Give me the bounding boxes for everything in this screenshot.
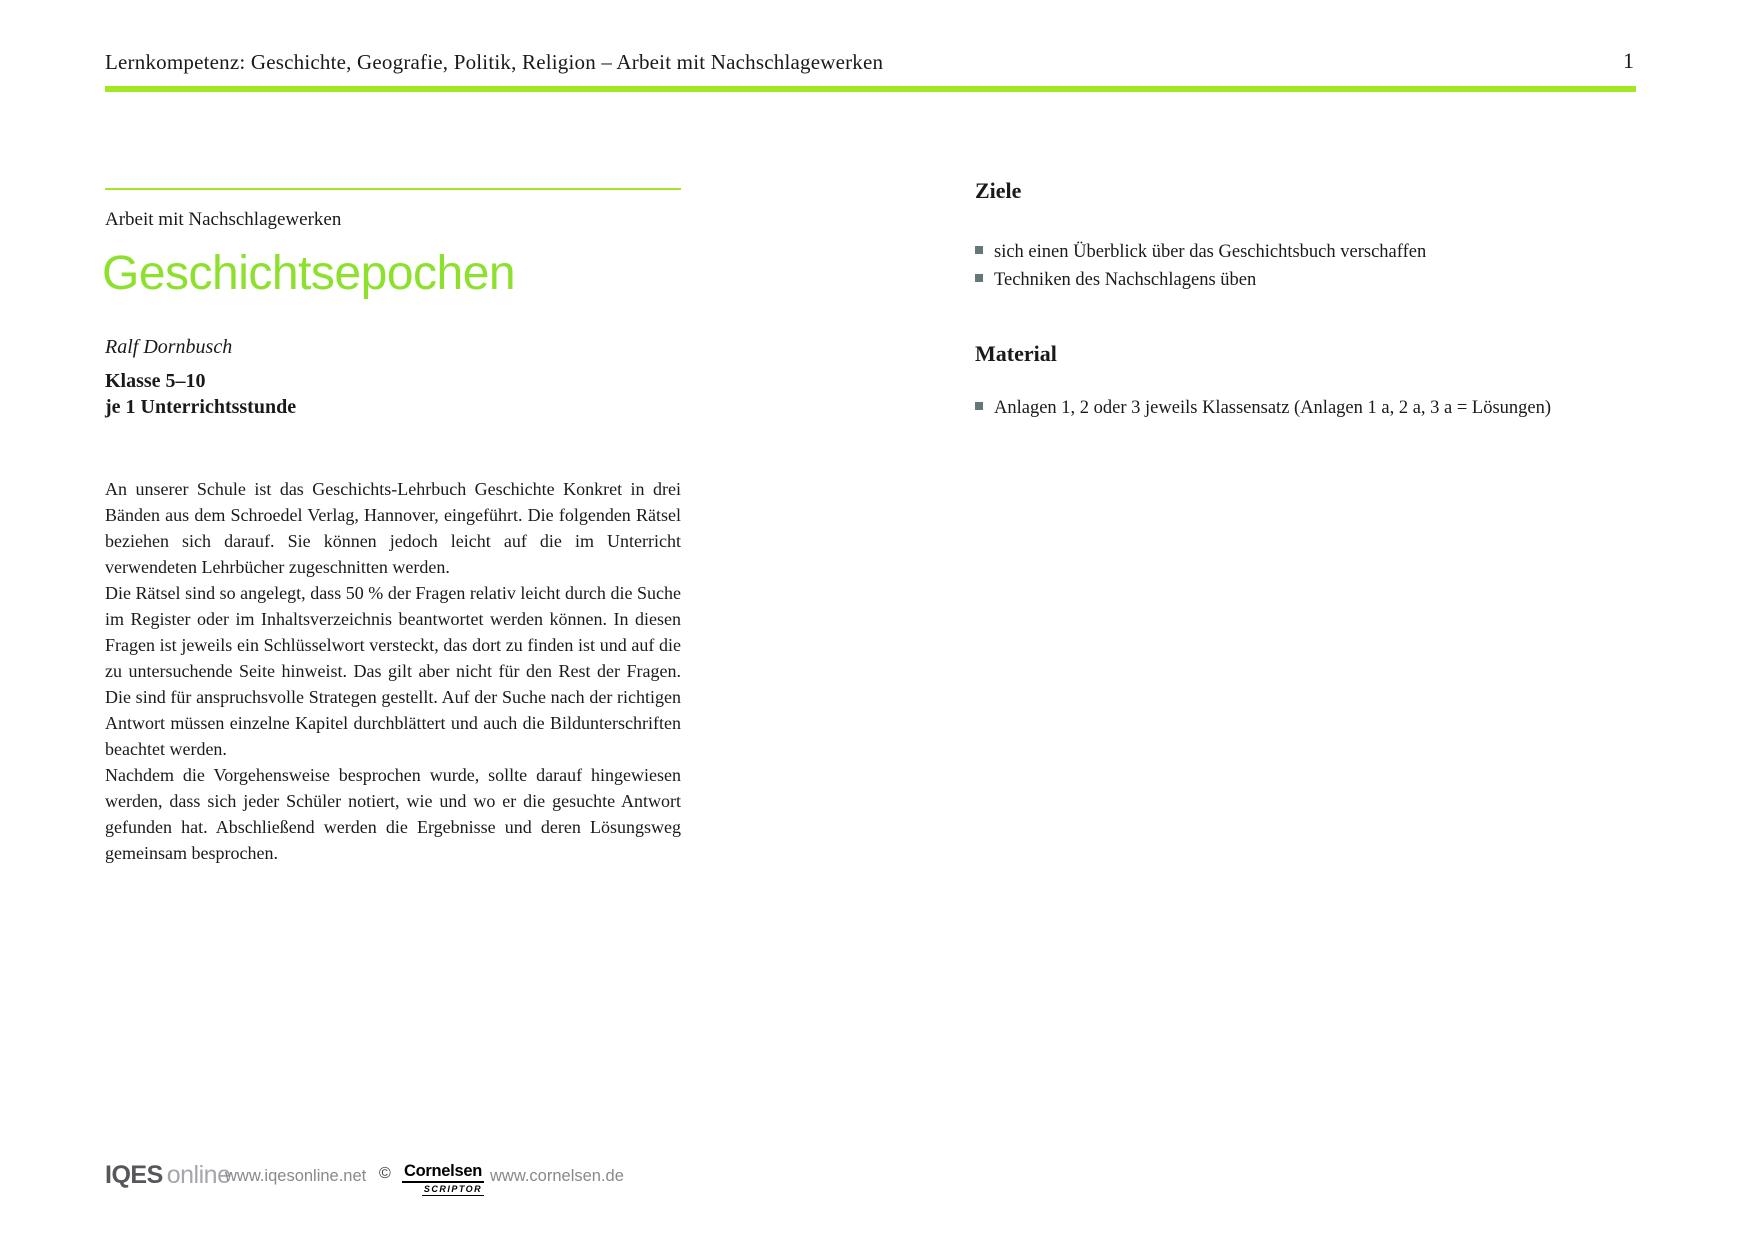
header-rule <box>105 86 1636 92</box>
page-header-title: Lernkompetenz: Geschichte, Geografie, Politik, Religion – Arbeit mit Nachschlagewerken <box>105 50 884 74</box>
cornelsen-logo-text: Cornelsen <box>402 1162 484 1183</box>
goals-item-text: sich einen Überblick über das Geschichtsbuch verschaffen <box>994 242 1427 262</box>
cornelsen-logo <box>402 1162 484 1196</box>
iqes-logo <box>105 1161 230 1190</box>
cornelsen-scriptor-text: SCRIPTOR <box>423 1184 483 1194</box>
material-list-item <box>975 394 1655 422</box>
copyright-symbol: © <box>379 1165 391 1182</box>
material-item-text: Anlagen 1, 2 oder 3 jeweils Klassensatz (Anlagen 1 a, 2 a, 3 a = Lösungen) <box>994 398 1552 418</box>
article-kicker: Arbeit mit Nachschlagewerken <box>105 209 342 230</box>
goals-list-item <box>975 238 1535 266</box>
iqes-url-link[interactable]: www.iqesonline.net <box>225 1167 367 1185</box>
goals-list-item <box>975 266 1535 294</box>
iqes-logo-online-text: online <box>166 1161 231 1189</box>
kicker-rule <box>105 188 681 190</box>
bullet-square-icon <box>975 274 983 282</box>
cornelsen-url-link[interactable]: www.cornelsen.de <box>490 1167 624 1185</box>
goals-item-text: Techniken des Nachschlagens üben <box>994 270 1257 290</box>
page-number: 1 <box>1623 48 1634 73</box>
article-paragraph: Nachdem die Vorgehensweise besprochen wurde, sollte darauf hingewiesen werden, dass sich jeder Schüler notiert, wie und wo er die gesuchte Antwort gefunden hat. Abschließend werden die Ergebnisse und deren Lösungsweg gemeinsam besprochen. <box>105 765 681 863</box>
goals-list <box>975 238 1535 294</box>
material-heading: Material <box>975 341 1057 366</box>
article-paragraph: An unserer Schule ist das Geschichts-Lehrbuch Geschichte Konkret in drei Bänden aus dem Schroedel Verlag, Hannover, eingeführt. Die folgenden Rätsel beziehen sich darauf. Sie können jedoch leicht auf die im Unterricht verwendeten Lehrbücher zugeschnitten werden. <box>105 479 681 577</box>
article-paragraph: Die Rätsel sind so angelegt, dass 50 % der Fragen relativ leicht durch die Suche im Register oder im Inhaltsverzeichnis beantwortet werden können. In diesen Fragen ist jeweils ein Schlüsselwort versteckt, das dort zu finden ist und auf die zu untersuchende Seite hinweist. Das gilt aber nicht für den Rest der Fragen. Die sind für anspruchsvolle Strategen gestellt. Auf der Suche nach der richtigen Antwort müssen einzelne Kapitel durchblättert und auch die Bildunterschriften beachtet werden. <box>105 583 681 759</box>
article-body <box>105 476 681 866</box>
bullet-square-icon <box>975 402 983 410</box>
article-title: Geschichtsepochen <box>102 247 516 300</box>
article-duration: je 1 Unterrichtsstunde <box>105 396 297 418</box>
material-list <box>975 394 1655 422</box>
bullet-square-icon <box>975 246 983 254</box>
article-author: Ralf Dornbusch <box>105 336 233 358</box>
article-grade: Klasse 5–10 <box>105 370 206 392</box>
goals-heading: Ziele <box>975 178 1022 203</box>
iqes-logo-text: IQES <box>105 1161 163 1189</box>
